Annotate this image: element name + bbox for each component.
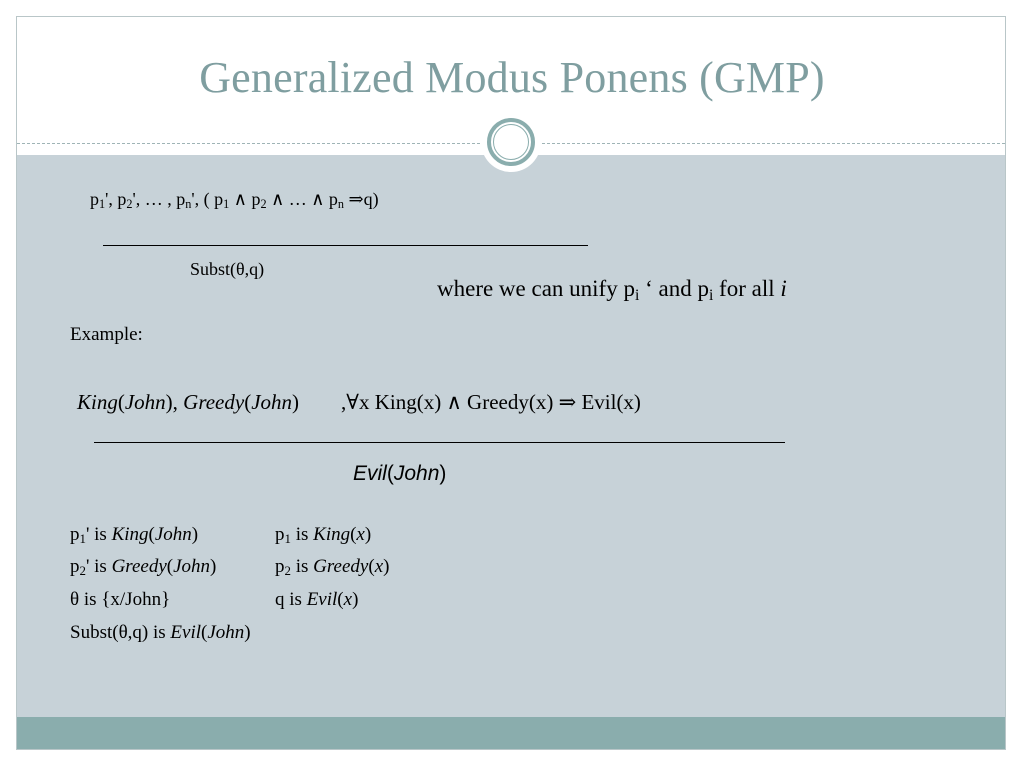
binding-theta: θ is {x/John} — [70, 589, 171, 610]
gmp-premise: $p_1'$, $p_2'$, … , $p_n'$, ( $p_1$ ∧ $p_2$ ∧ … ∧ $p_n$ ⇒q) — [90, 189, 379, 212]
binding-p1-prime: $p_1'$ is King(John) — [70, 524, 199, 547]
example-conclusion: Evil(John) — [353, 462, 447, 485]
binding-subst: Subst(θ,q) is Evil(John) — [70, 622, 251, 643]
gmp-condition: where we can unify $p_i$ ‘ and $p_i$ for all i — [437, 276, 787, 304]
gmp-inference-line — [103, 245, 588, 246]
footer-bar — [17, 717, 1005, 749]
binding-p2-prime: $p_2'$ is Greedy(John) — [70, 556, 217, 579]
divider-circle-core — [493, 124, 529, 160]
example-premise: King(John), Greedy(John) ,∀x King(x) ∧ Greedy(x) ⇒ Evil(x) — [77, 390, 641, 414]
gmp-conclusion: Subst(θ,q) — [190, 259, 265, 279]
binding-q: q is Evil(x) — [275, 589, 359, 610]
example-label: Example: — [70, 324, 143, 345]
example-inference-line — [94, 442, 785, 443]
slide-title: Generalized Modus Ponens (GMP) — [199, 53, 825, 102]
binding-p1: $p_1$ is King(x) — [275, 524, 372, 547]
binding-p2: $p_2$ is Greedy(x) — [275, 556, 390, 579]
